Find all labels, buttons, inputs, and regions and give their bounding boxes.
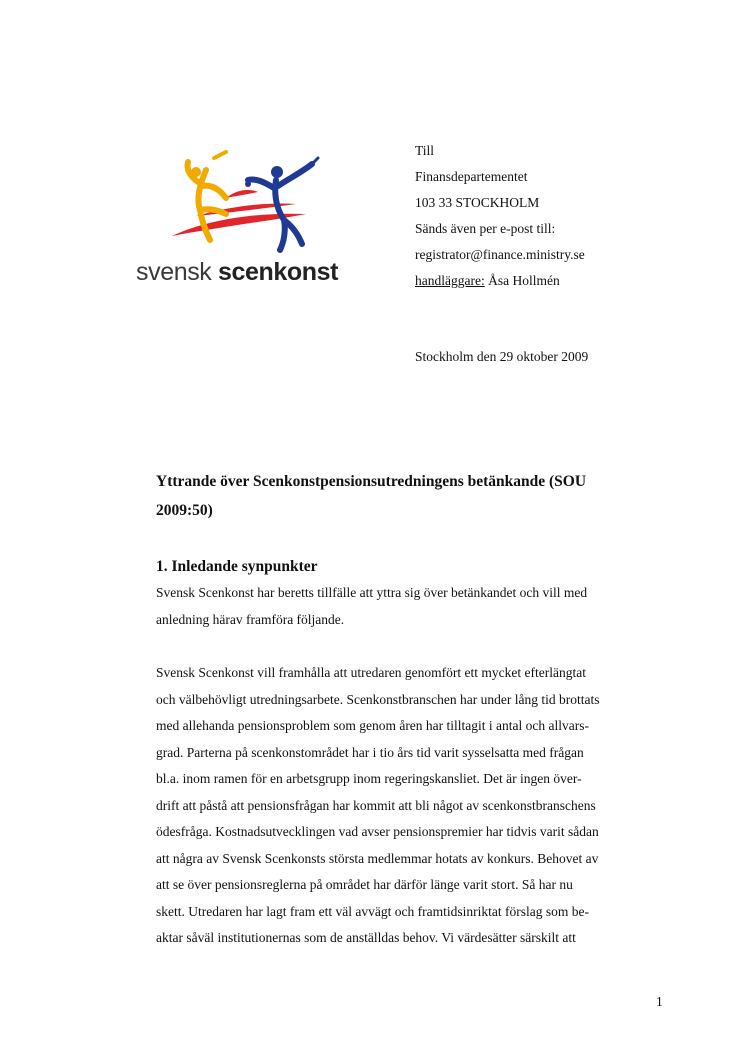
paragraph [156, 580, 656, 633]
address-line: Sänds även per e-post till: [415, 221, 556, 236]
handler-line [415, 268, 715, 294]
organization-logo [136, 150, 360, 290]
paragraph-line: bl.a. inom ramen för en arbetsgrupp inom regeringskansliet. Det är ingen över- [156, 771, 582, 786]
paragraph-line: aktar såväl institutionernas som de anställdas behov. Vi värdesätter särskilt att [156, 930, 576, 945]
paragraph [156, 660, 656, 952]
letter-date: Stockholm den 29 oktober 2009 [415, 349, 589, 364]
title-line: 2009:50) [156, 502, 213, 519]
recipient-address-block [415, 138, 715, 294]
section-heading: 1. Inledande synpunkter [156, 558, 318, 575]
dancers-logo-icon [136, 150, 360, 260]
paragraph-line: med allehanda pensionsproblem som genom åren har tilltagit i antal och allvars- [156, 718, 589, 733]
paragraph-line: att några av Svensk Scenkonsts största medlemmar hotats av konkurs. Behovet av [156, 850, 599, 866]
paragraph-line: ödesfråga. Kostnadsutvecklingen vad avser pensionspremier har tidvis varit sådan [156, 824, 599, 839]
paragraph-line: anledning härav framföra följande. [156, 611, 345, 627]
handler-name: Åsa Hollmén [484, 273, 560, 288]
page-number: 1 [656, 994, 663, 1009]
red-brush-stroke [226, 190, 258, 198]
paragraph-line: och välbehövligt utredningsarbete. Scenkonstbranschen har under lång tid brottats [156, 691, 600, 707]
paragraph-line: skett. Utredaren har lagt fram ett väl avvägt och framtidsinriktat förslag som be- [156, 903, 589, 919]
paragraph-line: att se över pensionsreglerna på området har därför länge varit stort. Så har nu [156, 877, 573, 892]
logo-text-regular: svensk [136, 258, 218, 286]
paragraph-line: grad. Parterna på scenkonstområdet har i tio års tid varit sysselsatta med frågan [156, 744, 584, 760]
email-address[interactable]: registrator@finance.ministry.se [415, 247, 585, 262]
logo-text-bold: scenkonst [217, 258, 339, 286]
paragraph-line: Svensk Scenkonst har beretts tillfälle att yttra sig över betänkandet och vill med [156, 585, 588, 600]
logo-wordmark [136, 258, 360, 287]
title-line: Yttrande över Scenkonstpensionsutredningens betänkande (SOU [156, 473, 587, 490]
document-title [156, 467, 656, 525]
address-line: Till [415, 143, 435, 158]
address-line: 103 33 STOCKHOLM [415, 195, 540, 210]
paragraph-line: drift att påstå att pensionsfrågan har kommit att bli något av scenkonstbranschens [156, 797, 596, 813]
paragraph-line: Svensk Scenkonst vill framhålla att utredaren genomfört ett mycket efterlängtat [156, 665, 586, 680]
address-line: Finansdepartementet [415, 169, 528, 184]
handler-label: handläggare: [415, 273, 485, 288]
